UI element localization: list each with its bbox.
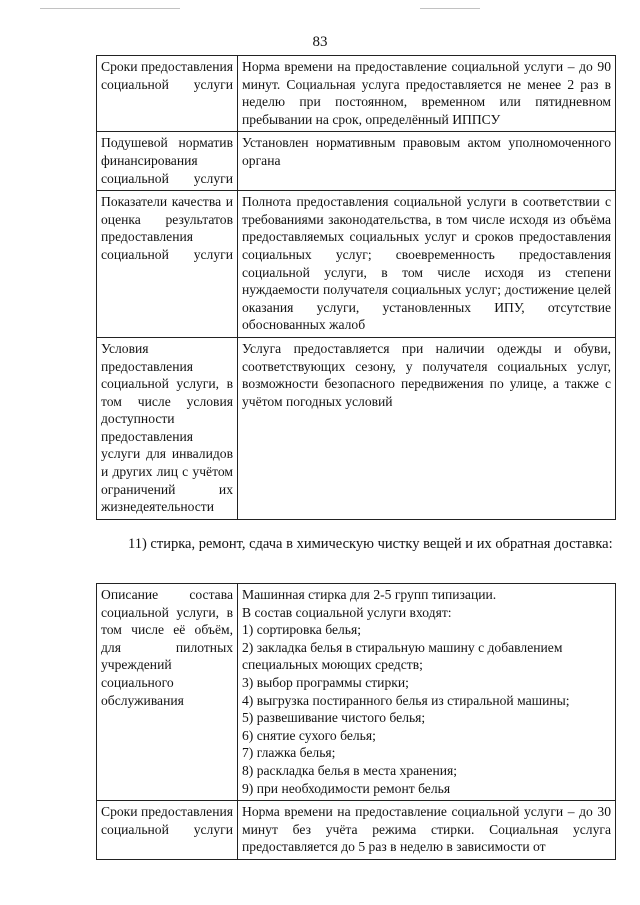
row-label: Сроки предоставления социальной услуги [97, 56, 238, 132]
row-value: Услуга предоставляется при наличии одежды и обуви, соответствующих сезону, у получателя социальных услуг, возможности безопасного передвижения по улице, а также с учётом погодных условий [238, 337, 616, 519]
list-item: 2) закладка белья в стиральную машину с добавлением специальных моющих средств; [242, 639, 563, 673]
row-value: Установлен нормативным правовым актом уполномоченного органа [238, 132, 616, 191]
list-item: В состав социальной услуги входят: [242, 604, 452, 620]
row-value: Норма времени на предоставление социальной услуги – до 90 минут. Социальная услуга предоставляется не менее 2 раз в неделю при постоянном, временном или пятидневном пребывании на срок, определённый ИППСУ [238, 56, 616, 132]
row-label: Показатели качества и оценка результатов предоставления социальной услуги [97, 191, 238, 338]
list-item: Машинная стирка для 2-5 групп типизации. [242, 587, 497, 602]
row-label: Описание состава социальной услуги, в том числе её объём, для пилотных учреждений социального обслуживания [97, 584, 238, 801]
page-number: 83 [312, 34, 328, 50]
list-item: 4) выгрузка постиранного белья из стиральной машины; [242, 692, 570, 708]
row-label: Сроки предоставления социальной услуги [97, 801, 238, 860]
list-item: 1) сортировка белья; [242, 622, 362, 638]
table-row [97, 337, 616, 519]
row-label: Подушевой норматив финансирования социальной услуги [97, 132, 238, 191]
section-heading: 11) стирка, ремонт, сдача в химическую чистку вещей и их обратная доставка: [128, 536, 613, 552]
table-row [97, 56, 616, 132]
service-table-2 [96, 583, 616, 860]
list-item: 6) снятие сухого белья; [242, 727, 376, 743]
table-row [97, 584, 616, 801]
scan-edge-mark [420, 8, 480, 9]
table-row [97, 191, 616, 338]
list-item: 7) глажка белья; [242, 745, 336, 761]
list-item: 3) выбор программы стирки; [242, 674, 409, 690]
row-label: Условия предоставления социальной услуги, в том числе условия доступности предоставления услуги для инвалидов и других лиц с учётом ограничений их жизнедеятельности [97, 337, 238, 519]
list-item: 9) при необходимости ремонт белья [242, 780, 451, 796]
table-row [97, 801, 616, 860]
row-value: Полнота предоставления социальной услуги в соответствии с требованиями законодательства, в том числе исходя из объёма предоставляемых социальных услуг и сроков предоставления социальных услуг; своевременность предоставления социальной услуги, в том числе исходя из степени нуждаемости получателя социальных услуг; достижение целей оказания услуги, установленных ИПУ, отсутствие обоснованных жалоб [238, 191, 616, 338]
service-table-1 [96, 55, 616, 520]
row-value: Норма времени на предоставление социальной услуги – до 30 минут без учёта режима стирки. Социальная услуга предоставляется до 5 раз в неделю в зависимости от [238, 801, 616, 860]
list-item: 8) раскладка белья в места хранения; [242, 762, 458, 778]
list-item: 5) развешивание чистого белья; [242, 710, 426, 726]
row-value [238, 584, 616, 801]
scan-edge-mark [40, 8, 180, 9]
table-row [97, 132, 616, 191]
